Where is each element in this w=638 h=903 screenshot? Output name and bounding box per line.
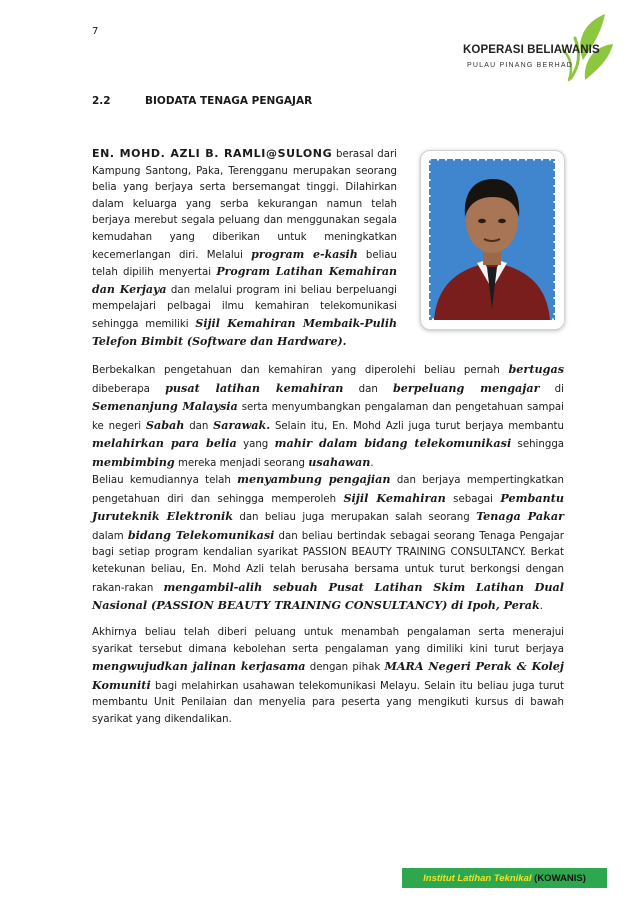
text-run: yang (236, 439, 275, 451)
emphasis-run: mahir dalam bidang telekomunikasi (274, 436, 512, 451)
logo-subtitle: PULAU PINANG BERHAD (467, 62, 574, 69)
emphasis-run: menyambung pengajian (237, 472, 391, 486)
text-run: serta menyumbangkan pengalaman dan pengetahuan sampai ke negeri (92, 402, 564, 432)
emphasis-run: berpeluang mengajar (392, 380, 540, 395)
paragraph-education (92, 471, 564, 616)
emphasis-run: Tenaga Pakar (476, 509, 564, 524)
text-run: . (370, 457, 374, 469)
emphasis-run: Program Latihan Kemahiran dan Kerjaya (92, 265, 398, 296)
emphasis-run: Sabah (145, 417, 185, 432)
text-run: beliau telah dipilih menyertai (92, 249, 397, 279)
footer-institute: Institut Latihan Teknikal (423, 872, 532, 884)
emphasis-run: bidang Telekomunikasi (127, 527, 275, 542)
section-number: 2.2 (92, 95, 111, 107)
text-run: Selain itu, En. Mohd Azli juga turut berjaya membantu (270, 420, 564, 432)
section-title: BIODATA TENAGA PENGAJAR (145, 95, 313, 107)
text-run: Beliau kemudiannya telah (92, 475, 238, 486)
text-run: dalam (92, 530, 128, 542)
text-run: mereka menjadi seorang (174, 457, 309, 469)
page-number: 7 (92, 26, 99, 37)
text-run: Akhirnya beliau telah diberi peluang untuk menambah pengalaman serta menerajui syarikat tersebut dimana kebolehan serta pengalaman yang dimiliki kini turut berjaya (92, 627, 564, 655)
instructor-name: EN. MOHD. AZLI B. RAMLI@SULONG (92, 147, 333, 160)
emphasis-run: mengambil-alih sebuah Pusat Latihan Skim Latihan Dual Nasional (PASSION BEAUTY TRAINING CONSULTANCY) di Ipoh, Perak (92, 579, 564, 613)
emphasis-run: pusat latihan kemahiran (165, 380, 344, 395)
emphasis-run: Sijil Kemahiran (343, 490, 446, 505)
text-run: dan melalui program ini beliau berpeluangi mempelajari pelbagai ilmu kemahiran telekomunikasi sehingga memiliki (92, 284, 397, 330)
text-run: dengan pihak (305, 662, 385, 674)
text-run: bagi melahirkan usahawan telekomunikasi Melayu. Selain itu beliau juga turut membantu Unit Penilaian dan menyelia para peserta yang mengikuti kursus di bawah syarikat yang dikendalikan. (92, 680, 564, 725)
text-run: dan berjaya mempertingkatkan pengetahuan diri dan sehingga memperoleh (92, 475, 564, 505)
text-run: . (539, 601, 544, 613)
emphasis-run: Pembantu Juruteknik Elektronik (92, 490, 564, 524)
text-run: dan beliau juga merupakan salah seorang (232, 512, 477, 524)
text-run: sebagai (445, 493, 501, 505)
footer-code: (KOWANIS) (534, 872, 586, 884)
text-run: dan (343, 383, 393, 395)
text-run: dan beliau bertindak sebagai seorang Tenaga Pengajar bagi setiap program kendalian syarikat PASSION BEAUTY TRAINING CONSULTANCY. Berkat ketekunan beliau, En. Mohd Azli telah berusaha bersama untuk turut berkongsi dengan rakan-rakan (92, 530, 564, 594)
emphasis-run: Sijil Kemahiran Membaik-Pulih Telefon Bimbit (Software dan Hardware). (92, 316, 397, 348)
logo (455, 10, 615, 85)
photo-frame (420, 150, 565, 330)
text-run: dan (184, 420, 214, 432)
emphasis-run: usahawan (308, 454, 371, 469)
emphasis-run: program e-kasih (251, 247, 358, 261)
intro-paragraph (92, 146, 397, 351)
text-run: berasal dari Kampung Santong, Paka, Terengganu merupakan seorang belia yang berjaya serta bersemangat tinggi. Dilahirkan dalam keluarga yang serba kekurangan namun telah berjaya merebut segala peluang dan menggunakan segala kemudahan yang diberikan untuk meningkatkan kecemerlangan diri. Melalui (92, 149, 397, 261)
paragraph-leadership (92, 625, 564, 729)
paragraph-experience (92, 361, 564, 473)
logo-name: KOPERASI BELIAWANIS (463, 44, 600, 56)
emphasis-run: Semenanjung Malaysia (92, 399, 238, 414)
section-heading (92, 95, 312, 107)
text-run: sehingga (511, 439, 565, 451)
emphasis-run: MARA Negeri Perak & Kolej Komuniti (92, 659, 564, 692)
emphasis-run: membimbing (92, 454, 175, 469)
emphasis-run: bertugas (508, 362, 564, 376)
emphasis-run: mengwujudkan jalinan kerjasama (92, 659, 306, 674)
text-run: di (539, 383, 564, 395)
emphasis-run: melahirkan para belia (92, 436, 237, 451)
text-run: dibeberapa (92, 383, 166, 395)
footer-banner (402, 868, 607, 888)
text-run: Berbekalkan pengetahuan dan kemahiran yang diperolehi beliau pernah (92, 365, 509, 376)
emphasis-run: Sarawak. (213, 417, 271, 432)
portrait-photo (429, 159, 555, 320)
